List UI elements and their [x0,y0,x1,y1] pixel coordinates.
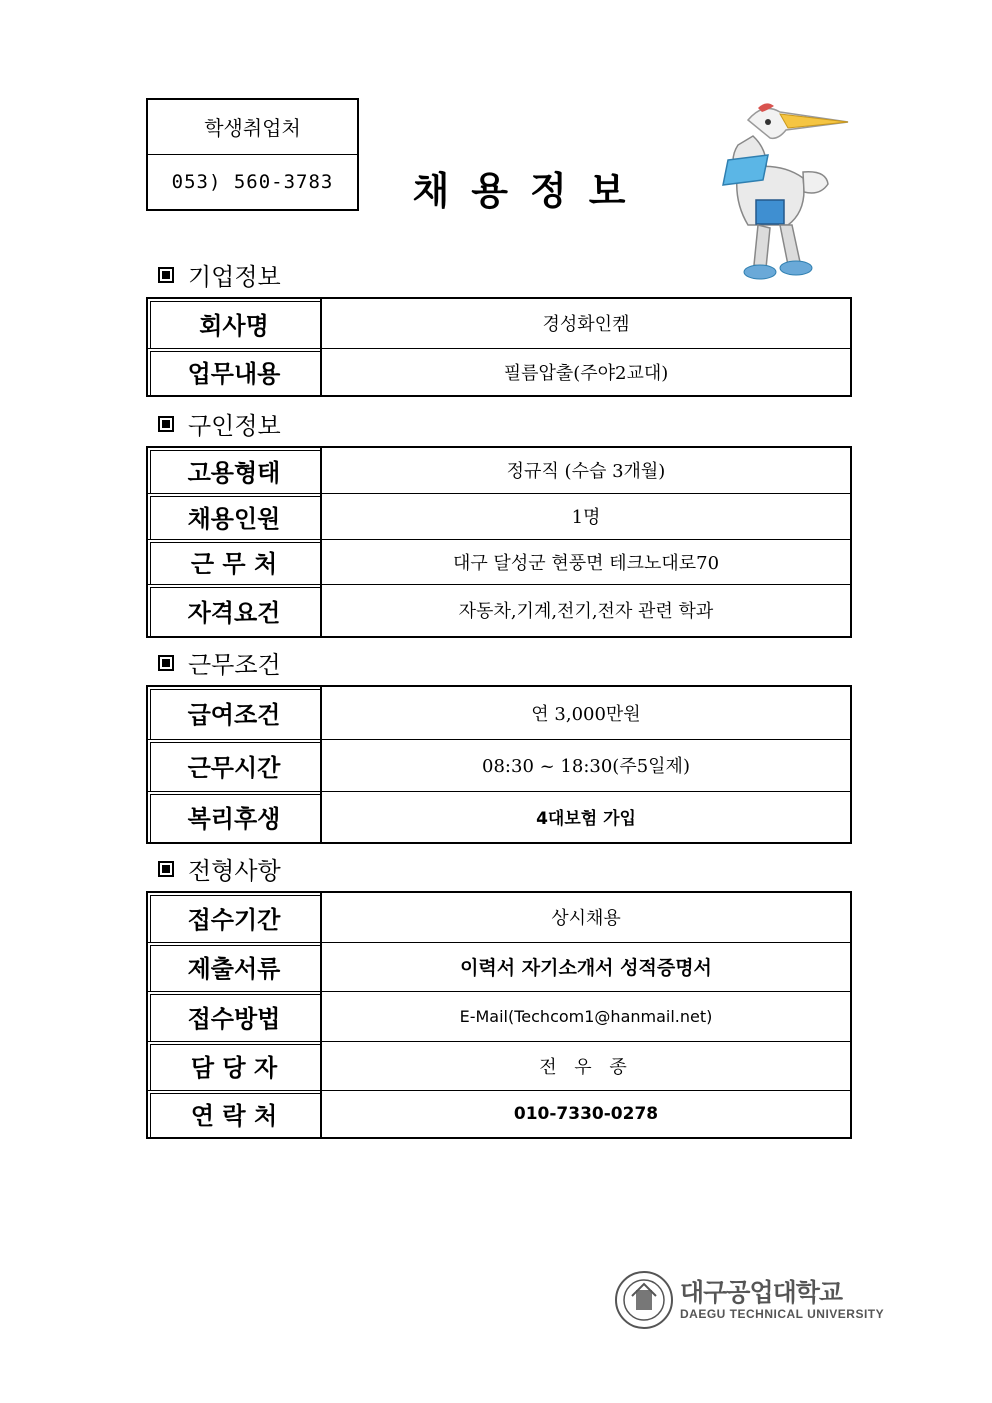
square-bullet-icon [158,655,174,671]
table-row [147,1041,851,1090]
table-row [147,584,851,637]
section-heading-text: 근무조건 [188,651,281,679]
table-row [147,298,851,348]
contact-label: 연 락 처 [147,1090,321,1138]
table-row [147,991,851,1041]
business-label: 업무내용 [147,348,321,396]
square-bullet-icon [158,267,174,283]
qualification-value: 자동차,기계,전기,전자 관련 학과 [321,584,851,637]
salary-label: 급여조건 [147,686,321,739]
employment-type-label: 고용형태 [147,447,321,493]
section-heading-company [158,257,281,292]
table-row [147,739,851,791]
page-title: 채용정보 [412,169,648,213]
table-row [147,1090,851,1138]
square-bullet-icon [158,861,174,877]
contact-phone: 053) 560-3783 [171,170,334,193]
company-info-table [146,297,852,397]
documents-value: 이력서 자기소개서 성적증명서 [321,942,851,991]
table-row [147,447,851,493]
benefits-label: 복리후생 [147,791,321,843]
table-row [147,348,851,396]
square-bullet-icon [158,416,174,432]
section-heading-text: 전형사항 [188,857,281,885]
table-row [147,539,851,584]
headcount-label: 채용인원 [147,493,321,539]
contact-value: 010-7330-0278 [321,1090,851,1138]
application-method-label: 접수방법 [147,991,321,1041]
manager-label: 담 당 자 [147,1041,321,1090]
section-heading-job [158,406,281,441]
section-heading-text: 기업정보 [188,263,281,291]
documents-label: 제출서류 [147,942,321,991]
section-heading-text: 구인정보 [188,412,281,440]
work-hours-value: 08:30 ~ 18:30(주5일제) [321,739,851,791]
company-name-label: 회사명 [147,298,321,348]
contact-box [146,98,359,211]
workplace-label: 근 무 처 [147,539,321,584]
table-row [147,791,851,843]
application-period-value: 상시채용 [321,892,851,942]
university-name-en: DAEGU TECHNICAL UNIVERSITY [680,1307,885,1321]
section-heading-selection [158,851,281,886]
crane-mascot-image [708,100,858,290]
application-method-value: E-Mail(Techcom1@hanmail.net) [321,991,851,1041]
conditions-info-table [146,685,852,844]
table-row [147,892,851,942]
work-hours-label: 근무시간 [147,739,321,791]
qualification-label: 자격요건 [147,584,321,637]
benefits-value: 4대보험 가입 [321,791,851,843]
company-name-value: 경성화인켐 [321,298,851,348]
employment-type-value: 정규직 (수습 3개월) [321,447,851,493]
university-seal-icon [614,1270,674,1330]
workplace-value: 대구 달성군 현풍면 테크노대로70 [321,539,851,584]
headcount-value: 1명 [321,493,851,539]
selection-info-table [146,891,852,1139]
manager-value: 전 우 종 [321,1041,851,1090]
section-heading-conditions [158,645,281,680]
university-name-ko: 대구공업대학교 [680,1278,843,1307]
contact-office: 학생취업처 [148,100,357,155]
job-info-table [146,446,852,638]
business-value: 필름압출(주야2교대) [321,348,851,396]
application-period-label: 접수기간 [147,892,321,942]
university-logo [614,1270,884,1330]
salary-value: 연 3,000만원 [321,686,851,739]
table-row [147,493,851,539]
table-row [147,942,851,991]
table-row [147,686,851,739]
